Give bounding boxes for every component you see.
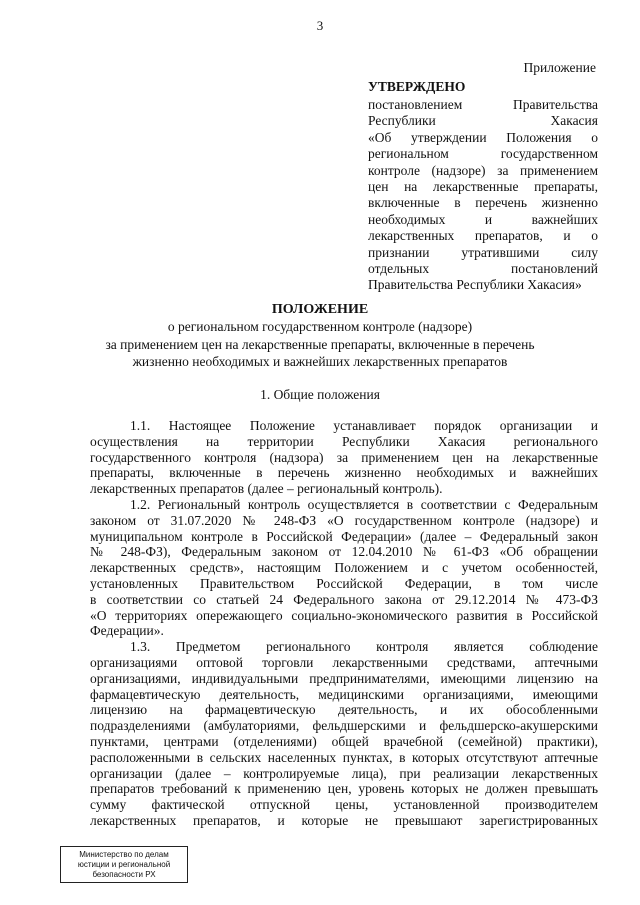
body-line: 1.1. Настоящее Положение устанавливает порядок организации и [130, 418, 598, 433]
body-line: организациями оптовой торговли лекарственными средствами, аптечными [90, 655, 598, 670]
approval-line: лекарственных препаратов, и о [368, 228, 598, 244]
body-line: № 248-ФЗ), Федеральным законом от 12.04.2010 № 61-ФЗ «Об обращении [90, 544, 598, 560]
body-line: законом от 31.07.2020 № 248-ФЗ «О государственном контроле (надзоре) и [90, 512, 598, 528]
body-line: подразделениями (амбулаториями, фельдшерскими и фельдшерско-акушерскими [90, 718, 598, 734]
body-line: муниципальном контроле в Российской Федерации» (далее – Федеральный закон [90, 528, 598, 544]
body-line: лекарственных средств», настоящим Положением и с учетом особенностей, [90, 560, 598, 576]
approval-line: цен на лекарственные препараты, [368, 179, 598, 194]
section-heading: 1. Общие положения [260, 387, 380, 402]
body-line: фармацевтическую деятельность, медицинскими организациями, имеющими [90, 686, 598, 702]
body-line: лекарственных препаратов (далее – региональный контроль). [90, 481, 443, 497]
approval-line: отдельных постановлений [368, 261, 598, 276]
body-line: организации (далее – контролируемые лица), при реализации лекарственных [90, 765, 598, 781]
stamp-line: Министерство по делам [79, 850, 169, 859]
approval-line: контроле (надзоре) за применением [368, 162, 598, 178]
body-line: осуществления на территории Республики Хакасия регионального [90, 433, 598, 449]
body-line: сумму фактической отпускной цены, установленной производителем [90, 797, 598, 813]
body-line: организациями, индивидуальными предпринимателями, имеющими лицензию на [90, 670, 598, 686]
body-line: 1.3. Предметом регионального контроля является соблюдение [130, 639, 598, 655]
approval-line: включенные в перечень жизненно [368, 195, 598, 211]
page-number: 3 [316, 18, 324, 33]
approval-line: необходимых и важнейших [368, 211, 598, 227]
body-line: лекарственных препаратов, и которые не превышают зарегистрированных [90, 813, 598, 828]
registration-stamp [60, 846, 188, 883]
stamp-line: юстиции и региональной [77, 860, 171, 869]
approval-line: постановлением Правительства [368, 97, 598, 112]
approval-line: признании утратившими силу [368, 244, 598, 260]
subtitle-line-3: жизненно необходимых и важнейших лекарственных препаратов [132, 354, 508, 369]
document-title: ПОЛОЖЕНИЕ [271, 302, 369, 317]
body-line: Федерации». [90, 623, 164, 639]
body-line: пунктами, центрами (отделениями) общей врачебной (семейной) практики), [90, 734, 598, 749]
body-line: «О территориях опережающего социально-экономического развития в Российской [90, 607, 598, 623]
approval-line: Республики Хакасия [368, 113, 598, 129]
body-line: 1.2. Региональный контроль осуществляется в соответствии с Федеральным [130, 497, 598, 512]
approval-line: «Об утверждении Положения о [368, 129, 598, 145]
body-line: государственного контроля (надзора) за применением цен на лекарственные [90, 449, 598, 465]
body-line: лицензию на фармацевтическую деятельность, и их обособленными [90, 702, 598, 718]
approval-line: региональном государственном [368, 146, 598, 162]
body-line: препаратов требований к применению цен, уровень которых не должен превышать [90, 781, 598, 797]
body-line: препараты, включенные в перечень жизненно необходимых и важнейших [90, 465, 598, 481]
appendix-label: Приложение [523, 60, 596, 75]
body-line: установленных Правительством Российской Федерации, в том числе [90, 576, 598, 591]
stamp-line: безопасности РХ [92, 870, 156, 879]
subtitle-line-2: за применением цен на лекарственные препараты, включенные в перечень [105, 337, 535, 352]
body-line: в соответствии со статьей 24 Федерального закона от 29.12.2014 № 473-ФЗ [90, 591, 598, 607]
approved-label: УТВЕРЖДЕНО [368, 79, 466, 94]
subtitle-line-1: о региональном государственном контроле (надзоре) [167, 319, 473, 334]
body-line: расположенными в сельских населенных пунктах, в которых отсутствуют аптечные [90, 749, 598, 765]
approval-line: Правительства Республики Хакасия» [368, 277, 582, 293]
